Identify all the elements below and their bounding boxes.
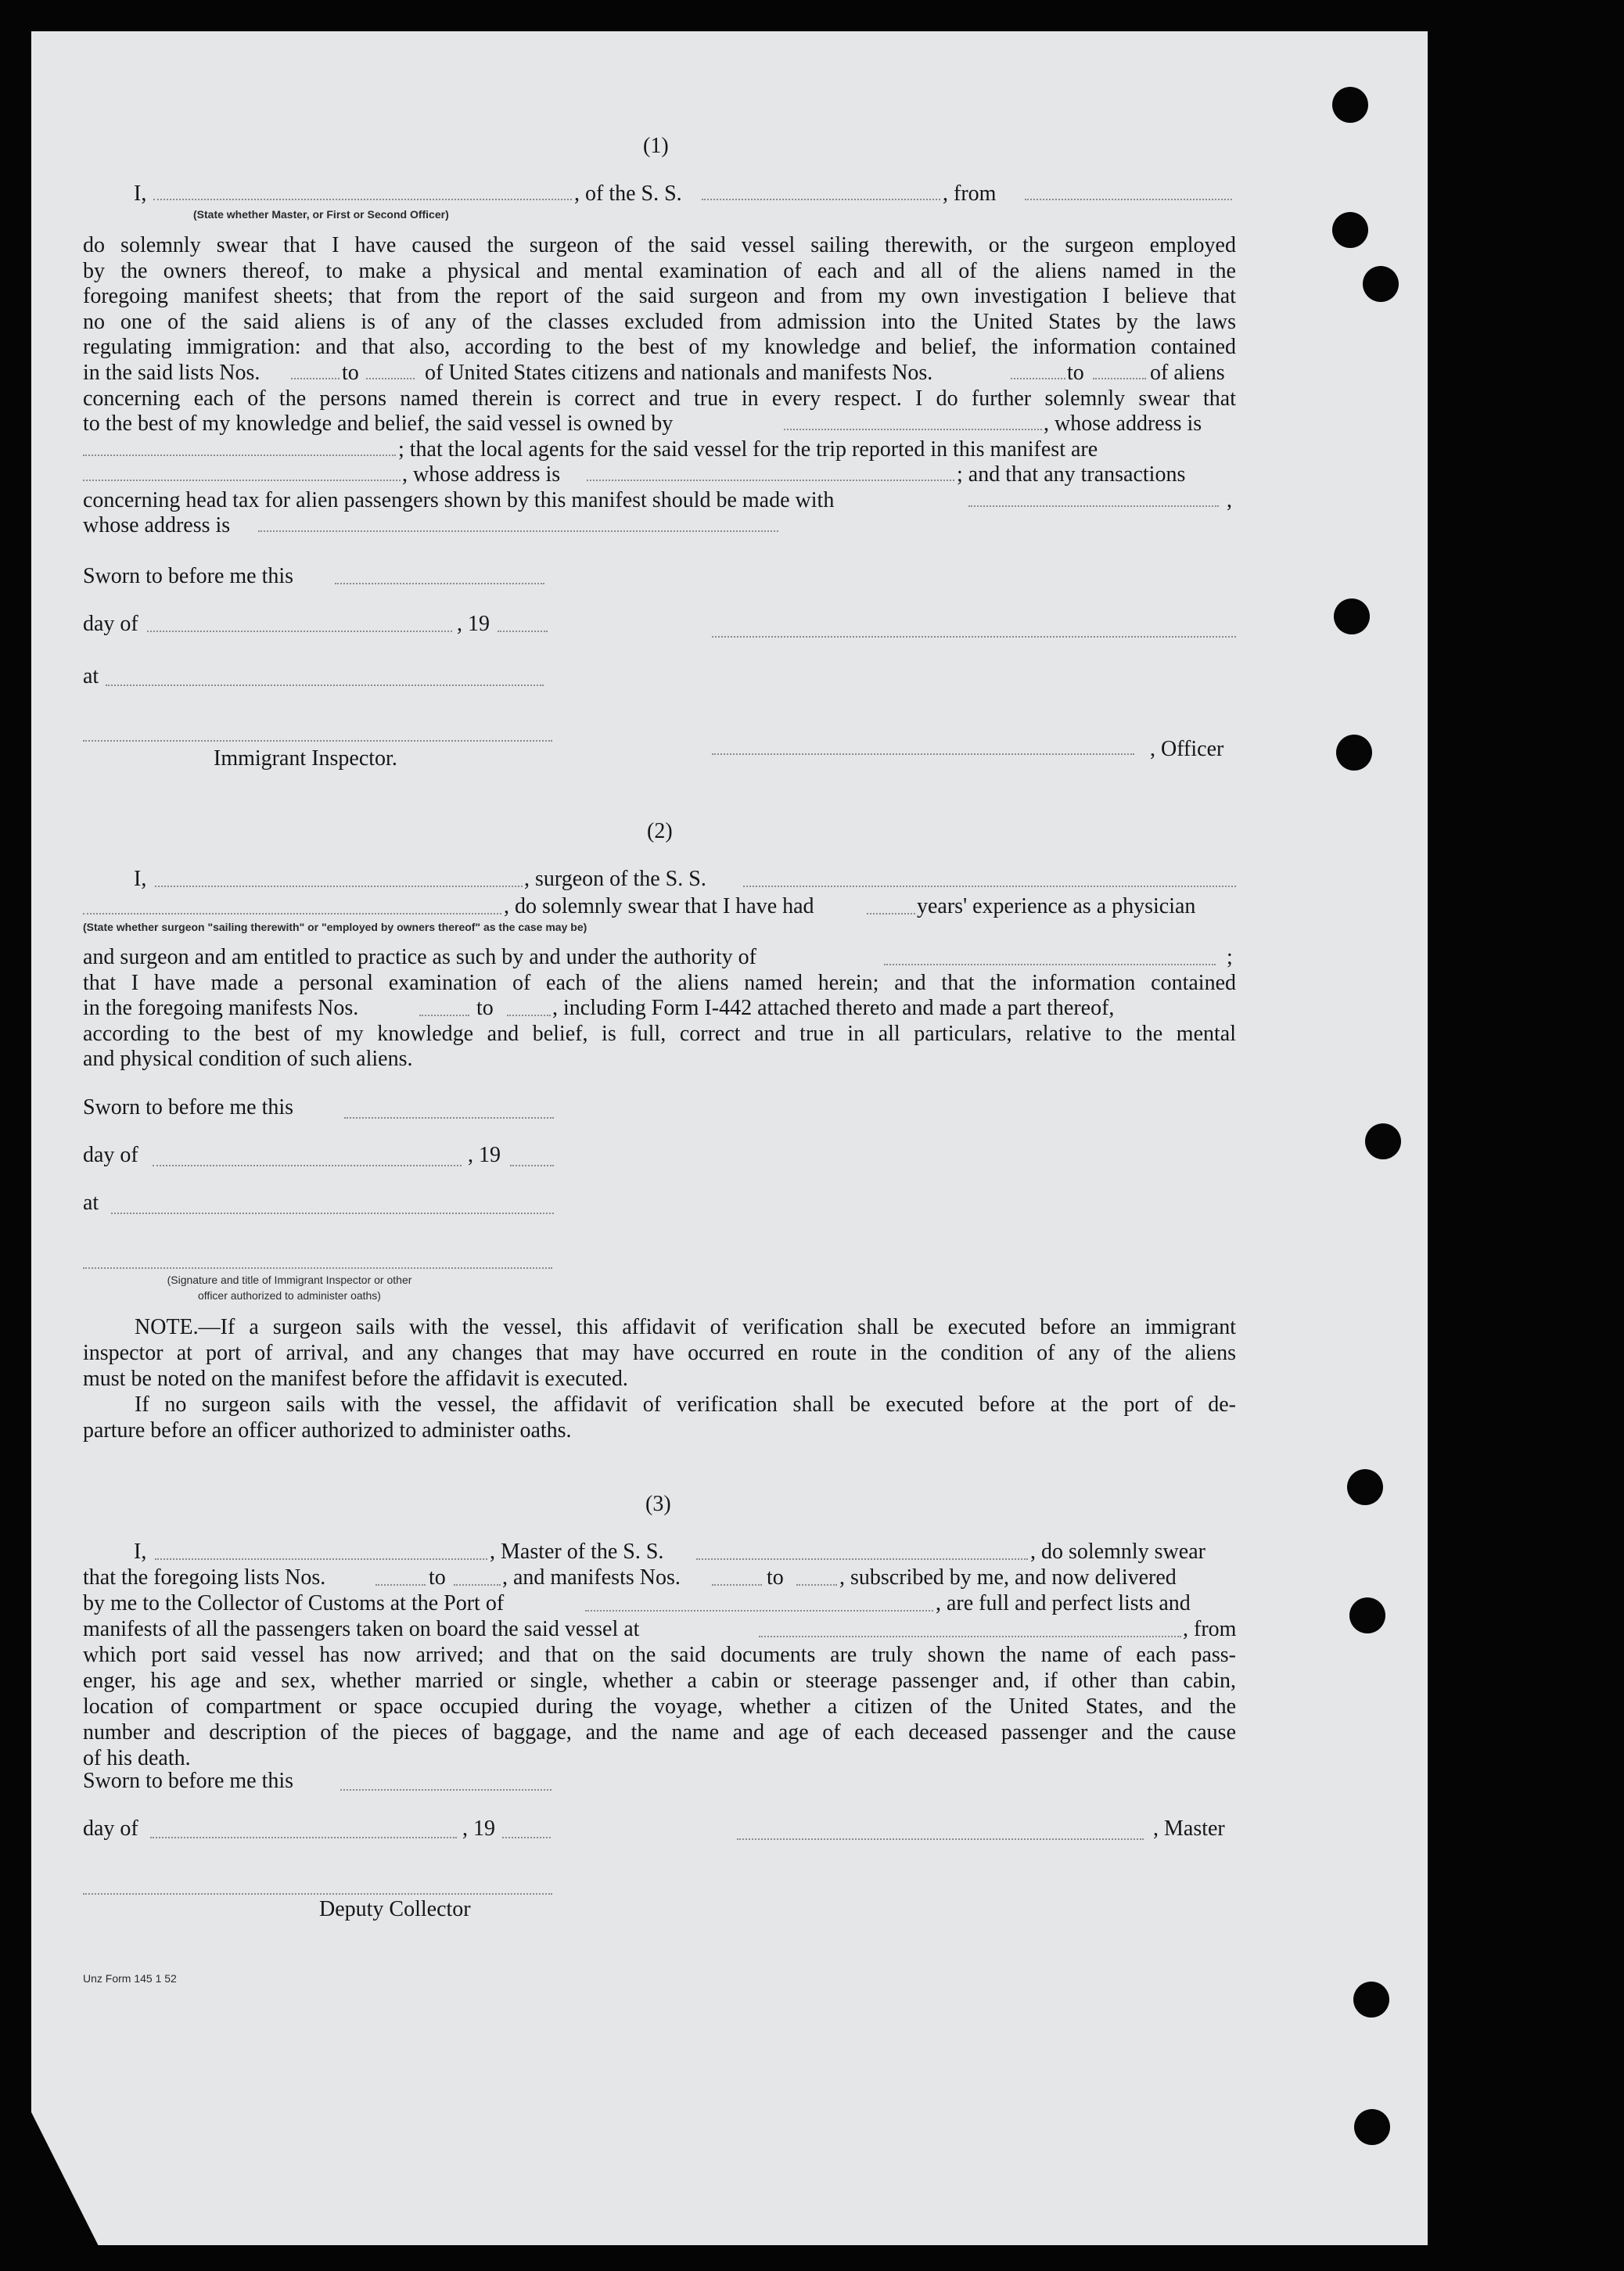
affiant-rank-field[interactable] xyxy=(153,199,572,200)
surgeon-status-caption: (State whether surgeon "sailing therewith" or "employed by owners thereof" as the case may be) xyxy=(83,921,587,933)
master-name-field[interactable] xyxy=(155,1558,487,1560)
address-label: whose address is xyxy=(83,513,231,537)
from-label: , from xyxy=(1183,1617,1237,1641)
collector-signature-line[interactable] xyxy=(83,1893,552,1895)
form-identifier: Unz Form 145 1 52 xyxy=(83,1972,177,1985)
to-label: to xyxy=(1067,361,1084,385)
full-perfect-label: , are full and perfect lists and xyxy=(936,1591,1191,1615)
binder-hole xyxy=(1336,735,1372,771)
section-number-1: (1) xyxy=(643,134,669,158)
owner-field[interactable] xyxy=(784,429,1042,430)
signature-caption: (Signature and title of Immigrant Inspector or other xyxy=(167,1274,412,1286)
year-field[interactable] xyxy=(498,631,548,632)
manifests-from-field[interactable] xyxy=(1011,378,1065,379)
head-tax-address-field[interactable] xyxy=(258,530,778,532)
manifests-label: , and manifests Nos. xyxy=(502,1565,681,1590)
master-label: , Master xyxy=(1153,1816,1225,1841)
oath-line: foregoing manifest sheets; that from the report of the said surgeon and from my own investigation I believe that xyxy=(83,284,1236,308)
oath-line: no one of the said aliens is of any of the classes excluded from admission into the United States by the laws xyxy=(83,310,1236,334)
year-field[interactable] xyxy=(502,1837,551,1838)
manifests-all-label: manifests of all the passengers taken on board the said vessel at xyxy=(83,1617,640,1641)
address-label: , whose address is xyxy=(402,462,561,487)
master-signature-field[interactable] xyxy=(737,1838,1144,1840)
lists-from-field[interactable] xyxy=(291,378,340,379)
master-of-label: , Master of the S. S. xyxy=(490,1540,664,1564)
lists-to-field[interactable] xyxy=(454,1584,501,1586)
month-field[interactable] xyxy=(150,1837,457,1838)
day-of-label: day of xyxy=(83,612,138,636)
owner-address-field[interactable] xyxy=(83,455,396,456)
surgeon-vessel-field[interactable] xyxy=(743,886,1236,887)
binder-hole xyxy=(1332,212,1368,248)
agents-label: ; that the local agents for the said vessel for the trip reported in this manifest are xyxy=(398,437,1098,462)
day-of-label: day of xyxy=(83,1143,138,1167)
from-port-field[interactable] xyxy=(1025,199,1232,200)
note-line: parture before an officer authorized to administer oaths. xyxy=(83,1418,572,1443)
year-label: , 19 xyxy=(462,1816,495,1841)
month-field[interactable] xyxy=(147,631,452,632)
head-tax-contact-field[interactable] xyxy=(968,505,1219,507)
year-label: , 19 xyxy=(468,1143,501,1167)
binder-hole xyxy=(1363,266,1399,302)
manifests-to-field[interactable] xyxy=(1093,378,1146,379)
at-label: at xyxy=(83,1191,99,1215)
section-number-3: (3) xyxy=(645,1492,671,1516)
master-oath-line: enger, his age and sex, whether married or single, whether a cabin or steerage passenger and, if other than cabin, xyxy=(83,1669,1236,1693)
surgeon-oath-line: according to the best of my knowledge and belief, is full, correct and true in all particulars, relative to the mental xyxy=(83,1022,1236,1046)
officer-signature-field[interactable] xyxy=(712,753,1134,755)
master-oath-line: which port said vessel has now arrived; and that on the said documents are truly shown the name of each pass- xyxy=(83,1643,1236,1667)
surgeon-of-label: , surgeon of the S. S. xyxy=(524,867,706,891)
oath-line: concerning each of the persons named therein is correct and true in every respect. I do further solemnly swear that xyxy=(83,386,1236,411)
binder-hole xyxy=(1349,1597,1385,1633)
lists-label: in the said lists Nos. xyxy=(83,361,260,385)
note-line: must be noted on the manifest before the affidavit is executed. xyxy=(83,1367,628,1391)
semicolon: ; xyxy=(1227,945,1233,969)
authority-field[interactable] xyxy=(884,964,1216,965)
manifests-to-field[interactable] xyxy=(796,1584,837,1586)
master-swear-label: , do solemnly swear xyxy=(1030,1540,1205,1564)
address-label: , whose address is xyxy=(1044,411,1202,436)
aliens-label: of aliens xyxy=(1150,361,1225,385)
agents-address-field[interactable] xyxy=(587,480,954,481)
year-label: , 19 xyxy=(457,612,490,636)
section-number-2: (2) xyxy=(647,819,673,843)
including-label: , including Form I-442 attached thereto and made a part thereof, xyxy=(552,996,1115,1020)
master-vessel-field[interactable] xyxy=(696,1558,1028,1560)
binder-hole xyxy=(1354,2109,1390,2145)
note-line: NOTE.—If a surgeon sails with the vessel, this affidavit of verification shall be executed before an immigrant xyxy=(135,1315,1236,1339)
note-line: inspector at port of arrival, and any changes that may have occurred en route in the condition of any of the aliens xyxy=(83,1341,1236,1365)
officer-signature-line[interactable] xyxy=(712,636,1236,638)
collector-label: by me to the Collector of Customs at the Port of xyxy=(83,1591,505,1615)
to-label: to xyxy=(476,996,494,1020)
at-label: at xyxy=(83,664,99,688)
oath-line: regulating immigration: and that also, according to the best of my knowledge and belief, the information contained xyxy=(83,335,1236,359)
deputy-collector-label: Deputy Collector xyxy=(319,1897,471,1921)
subscribed-label: , subscribed by me, and now delivered xyxy=(839,1565,1177,1590)
master-oath-line: location of compartment or space occupied during the voyage, whether a citizen of the United States, and the xyxy=(83,1694,1236,1719)
place-field[interactable] xyxy=(106,685,544,686)
port-field[interactable] xyxy=(585,1610,933,1612)
sworn-label: Sworn to before me this xyxy=(83,564,294,588)
surgeon-swear-label: , do solemnly swear that I have had xyxy=(504,894,814,918)
surgeon-status-field[interactable] xyxy=(83,913,501,915)
surgeon-oath-line: and physical condition of such aliens. xyxy=(83,1047,413,1071)
vessel-name-field[interactable] xyxy=(702,199,940,200)
surgeon-oath-line: that I have made a personal examination of each of the aliens named herein; and that the information contained xyxy=(83,971,1236,995)
embarkation-field[interactable] xyxy=(759,1636,1181,1637)
year-field[interactable] xyxy=(510,1165,554,1166)
note-line: If no surgeon sails with the vessel, the affidavit of verification shall be executed before at the port of de- xyxy=(135,1392,1236,1417)
master-oath-line: of his death. xyxy=(83,1746,191,1770)
to-label: to xyxy=(429,1565,446,1590)
binder-hole xyxy=(1334,598,1370,634)
to-label: to xyxy=(342,361,359,385)
foregoing-label: in the foregoing manifests Nos. xyxy=(83,996,359,1020)
surgeon-name-field[interactable] xyxy=(155,886,523,887)
owned-by-label: to the best of my knowledge and belief, the said vessel is owned by xyxy=(83,411,674,436)
lists-label: that the foregoing lists Nos. xyxy=(83,1565,326,1590)
binder-hole xyxy=(1347,1469,1383,1505)
citizens-label: of United States citizens and nationals and manifests Nos. xyxy=(425,361,933,385)
sworn-date-field[interactable] xyxy=(340,1789,552,1791)
binder-hole xyxy=(1353,1982,1389,2018)
agents-field[interactable] xyxy=(83,480,401,481)
sworn-date-field[interactable] xyxy=(335,583,544,584)
oath-line: by the owners thereof, to make a physical and mental examination of each and all of the aliens named in the xyxy=(83,259,1236,283)
transactions-label: ; and that any transactions xyxy=(957,462,1186,487)
binder-hole xyxy=(1332,87,1368,123)
affiant-label: I, xyxy=(134,181,147,206)
manifest-to-field[interactable] xyxy=(507,1015,551,1016)
place-field[interactable] xyxy=(111,1213,554,1214)
inspector-signature-line[interactable] xyxy=(83,740,552,742)
comma: , xyxy=(1227,488,1232,512)
authority-label: and surgeon and am entitled to practice as such by and under the authority of xyxy=(83,945,756,969)
master-oath-line: number and description of the pieces of baggage, and the name and age of each deceased passenger and the cause xyxy=(83,1720,1236,1745)
vessel-label: , of the S. S. xyxy=(574,181,682,206)
manifests-from-field[interactable] xyxy=(712,1584,762,1586)
inspector-signature-line[interactable] xyxy=(83,1267,552,1269)
sworn-label: Sworn to before me this xyxy=(83,1769,294,1793)
years-field[interactable] xyxy=(867,913,915,915)
month-field[interactable] xyxy=(153,1165,462,1166)
sworn-date-field[interactable] xyxy=(344,1117,554,1119)
rank-caption: (State whether Master, or First or Second Officer) xyxy=(193,208,449,221)
oath-line: do solemnly swear that I have caused the surgeon of the said vessel sailing therewith, or the surgeon employed xyxy=(83,233,1236,257)
years-label: years' experience as a physician xyxy=(917,894,1196,918)
inspector-label: Immigrant Inspector. xyxy=(214,746,397,771)
from-label: , from xyxy=(943,181,997,206)
manifest-from-field[interactable] xyxy=(419,1015,469,1016)
surgeon-affiant-label: I, xyxy=(134,867,147,891)
signature-caption: officer authorized to administer oaths) xyxy=(198,1289,381,1302)
sworn-label: Sworn to before me this xyxy=(83,1095,294,1119)
day-of-label: day of xyxy=(83,1816,138,1841)
head-tax-label: concerning head tax for alien passengers shown by this manifest should be made with xyxy=(83,488,835,512)
master-affiant-label: I, xyxy=(134,1540,147,1564)
binder-hole xyxy=(1365,1123,1401,1159)
officer-label: , Officer xyxy=(1150,737,1224,761)
lists-to-field[interactable] xyxy=(366,378,415,379)
lists-from-field[interactable] xyxy=(375,1584,426,1586)
to-label: to xyxy=(767,1565,784,1590)
